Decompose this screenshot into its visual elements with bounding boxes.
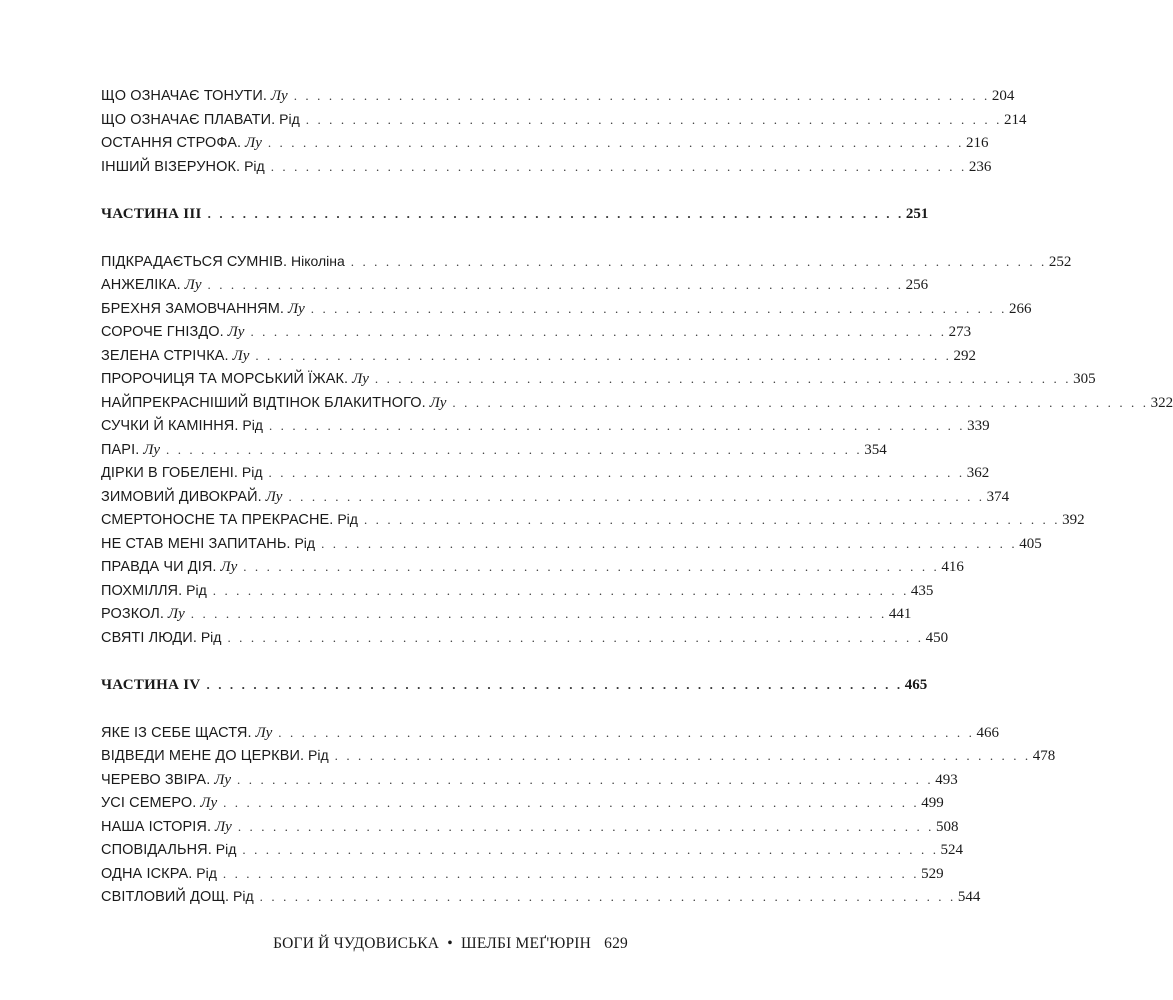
page-number: 362 [966, 465, 990, 481]
toc-entry-title [101, 815, 232, 840]
toc-entry-title [101, 768, 231, 793]
toc-entry [101, 320, 972, 344]
dot-leader: . . . . . . . . . . . . . . . . . . . . . . . . . . . . . . . . . . . . . . . . . . . . . . . . . . . . . . . . . . . . [222, 865, 920, 881]
chapter-title: ІНШИЙ ВІЗЕРУНОК. [101, 158, 241, 175]
chapter-title: СОРОЧЕ ГНІЗДО. [101, 324, 224, 340]
toc-entry-title [101, 626, 221, 651]
chapter-title: АНЖЕЛІКА. [101, 277, 181, 293]
chapter-title: ЗЕЛЕНА СТРІЧКА. [101, 347, 229, 364]
dot-leader: . . . . . . . . . . . . . . . . . . . . . . . . . . . . . . . . . . . . . . . . . . . . . . . . . . . . . . . . . . . . [374, 371, 1072, 386]
page-number: 354 [864, 441, 887, 458]
chapter-title: УСІ СЕМЕРО. [101, 795, 197, 811]
narrator-name: Лу [215, 818, 232, 835]
toc-entry [101, 626, 949, 650]
page-number: 305 [1073, 371, 1096, 387]
section-gap [101, 226, 609, 250]
toc-entry-title [101, 155, 265, 180]
chapter-title: ПОХМІЛЛЯ. [101, 582, 183, 599]
dot-leader: . . . . . . . . . . . . . . . . . . . . . . . . . . . . . . . . . . . . . . . . . . . . . . . . . . . . . . . . . . . . [207, 206, 904, 221]
toc-entry [101, 555, 964, 579]
toc-entry [101, 508, 1085, 532]
dot-leader: . . . . . . . . . . . . . . . . . . . . . . . . . . . . . . . . . . . . . . . . . . . . . . . . . . . . . . . . . . . . [255, 347, 952, 363]
dot-leader: . . . . . . . . . . . . . . . . . . . . . . . . . . . . . . . . . . . . . . . . . . . . . . . . . . . . . . . . . . . . [207, 277, 904, 292]
toc-entry-title [101, 579, 207, 604]
dot-leader: . . . . . . . . . . . . . . . . . . . . . . . . . . . . . . . . . . . . . . . . . . . . . . . . . . . . . . . . . . . . [250, 324, 947, 339]
page-number: 435 [910, 582, 934, 599]
chapter-title: ЧАСТИНА III [101, 206, 202, 222]
chapter-title: СВЯТІ ЛЮДИ. [101, 629, 197, 646]
chapter-title: ДІРКИ В ГОБЕЛЕНІ. [101, 465, 239, 481]
dot-leader: . . . . . . . . . . . . . . . . . . . . . . . . . . . . . . . . . . . . . . . . . . . . . . . . . . . . . . . . . . . . [212, 582, 909, 598]
narrator-name: Лу [220, 559, 238, 575]
toc-entry-title [101, 862, 217, 887]
toc-entry-title [101, 414, 263, 439]
narrator-name: Рід [294, 534, 316, 551]
toc-entry [101, 155, 992, 179]
toc-entry-title [101, 461, 263, 486]
toc-entry-title [101, 250, 345, 275]
toc-entry [101, 414, 990, 438]
toc-entry-title [101, 320, 244, 345]
toc-entry-title [101, 367, 369, 392]
page-number: 478 [1032, 748, 1056, 764]
narrator-name: Лу [184, 277, 202, 293]
chapter-title: ВІДВЕДИ МЕНЕ ДО ЦЕРКВИ. [101, 748, 305, 764]
toc-entry [101, 108, 1027, 132]
narrator-name: Лу [200, 795, 218, 811]
page-number: 339 [967, 418, 990, 434]
chapter-title: ЗИМОВИЙ ДИВОКРАЙ. [101, 488, 262, 505]
chapter-title: СВІТЛОВИЙ ДОЩ. [101, 889, 230, 905]
dot-leader: . . . . . . . . . . . . . . . . . . . . . . . . . . . . . . . . . . . . . . . . . . . . . . . . . . . . . . . . . . . . [243, 559, 940, 574]
narrator-name: Рід [242, 417, 263, 433]
toc-entry [101, 485, 1010, 509]
chapter-title: ПРОРОЧИЦЯ ТА МОРСЬКИЙ ЇЖАК. [101, 371, 349, 387]
dot-leader: . . . . . . . . . . . . . . . . . . . . . . . . . . . . . . . . . . . . . . . . . . . . . . . . . . . . . . . . . . . . [259, 889, 956, 904]
narrator-name: Лу [270, 88, 288, 104]
dot-leader: . . . . . . . . . . . . . . . . . . . . . . . . . . . . . . . . . . . . . . . . . . . . . . . . . . . . . . . . . . . . [237, 771, 934, 787]
page-number: 524 [940, 842, 964, 858]
toc-entry-title [101, 84, 288, 109]
footer-author: ШЕЛБІ МЕҐ'ЮРІН [460, 935, 592, 952]
page-number: 529 [921, 865, 944, 882]
narrator-name: Рід [186, 581, 207, 598]
toc-entry-title [101, 555, 237, 580]
page-number: 251 [905, 206, 929, 222]
dot-leader: . . . . . . . . . . . . . . . . . . . . . . . . . . . . . . . . . . . . . . . . . . . . . . . . . . . . . . . . . . . . [278, 724, 975, 740]
page-number: 292 [953, 347, 977, 364]
chapter-title: ПІДКРАДАЄТЬСЯ СУМНІВ. [101, 253, 288, 270]
toc-entry [101, 461, 990, 485]
toc-entry-title [101, 744, 329, 769]
toc-entry [101, 791, 944, 815]
chapter-title: ЧЕРЕВО ЗВІРА. [101, 771, 211, 788]
page-number: 216 [966, 135, 989, 151]
page-number: 499 [921, 795, 944, 811]
toc-entry-title [101, 485, 282, 510]
page-number: 266 [1008, 300, 1032, 317]
page-number: 256 [905, 277, 929, 293]
page-number: 214 [1003, 111, 1027, 128]
dot-leader: . . . . . . . . . . . . . . . . . . . . . . . . . . . . . . . . . . . . . . . . . . . . . . . . . . . . . . . . . . . . [334, 748, 1031, 763]
narrator-name: Рід [308, 747, 329, 763]
chapter-title: ОСТАННЯ СТРОФА. [101, 135, 242, 151]
narrator-name: Рід [215, 841, 237, 857]
toc-entry-title [101, 838, 236, 863]
page-number: 466 [976, 724, 999, 741]
chapter-title: ЯКЕ ІЗ СЕБЕ ЩАСТЯ. [101, 724, 252, 741]
footer-page-number: 629 [604, 935, 628, 952]
footer-book-title: БОГИ Й ЧУДОВИСЬКА [273, 935, 440, 952]
toc-entry-title [101, 273, 202, 298]
dot-leader: . . . . . . . . . . . . . . . . . . . . . . . . . . . . . . . . . . . . . . . . . . . . . . . . . . . . . . . . . . . . [310, 300, 1007, 316]
dot-leader: . . . . . . . . . . . . . . . . . . . . . . . . . . . . . . . . . . . . . . . . . . . . . . . . . . . . . . . . . . . . [363, 512, 1061, 527]
narrator-name: Лу [265, 488, 283, 505]
chapter-title: СМЕРТОНОСНЕ ТА ПРЕКРАСНЕ. [101, 512, 334, 528]
toc-entry-title [101, 202, 202, 227]
toc-entry [101, 84, 1015, 108]
toc-entry-title [101, 508, 358, 533]
page-number: 508 [936, 818, 959, 835]
page-number: 416 [941, 559, 964, 575]
toc-entry-title [101, 791, 217, 816]
toc-entry [101, 579, 934, 603]
narrator-name: Рід [196, 864, 217, 881]
toc-entry-title [101, 297, 305, 322]
narrator-name: Лу [214, 771, 232, 788]
chapter-title: ЩО ОЗНАЧАЄ ПЛАВАТИ. [101, 111, 276, 128]
narrator-name: Лу [287, 300, 305, 317]
toc-entry-title [101, 885, 254, 910]
toc-entry-title [101, 673, 201, 698]
dot-leader: . . . . . . . . . . . . . . . . . . . . . . . . . . . . . . . . . . . . . . . . . . . . . . . . . . . . . . . . . . . . [268, 418, 966, 433]
toc-entry-title [101, 438, 160, 463]
page-footer [0, 935, 628, 953]
toc-entry-title [101, 532, 315, 557]
dot-leader: . . . . . . . . . . . . . . . . . . . . . . . . . . . . . . . . . . . . . . . . . . . . . . . . . . . . . . . . . . . . [223, 795, 920, 810]
dot-leader: . . . . . . . . . . . . . . . . . . . . . . . . . . . . . . . . . . . . . . . . . . . . . . . . . . . . . . . . . . . . [206, 677, 903, 692]
page-number: 322 [1150, 394, 1173, 411]
toc-entry [101, 273, 929, 297]
toc-entry [101, 438, 887, 462]
dot-leader: . . . . . . . . . . . . . . . . . . . . . . . . . . . . . . . . . . . . . . . . . . . . . . . . . . . . . . . . . . . . [350, 253, 1047, 269]
toc-entry [101, 367, 1096, 391]
dot-leader: . . . . . . . . . . . . . . . . . . . . . . . . . . . . . . . . . . . . . . . . . . . . . . . . . . . . . . . . . . . . [190, 606, 887, 621]
page-number: 236 [968, 158, 992, 175]
toc-entry [101, 885, 981, 909]
narrator-name: Лу [143, 441, 161, 458]
narrator-name: Лу [245, 135, 262, 151]
dot-leader: . . . . . . . . . . . . . . . . . . . . . . . . . . . . . . . . . . . . . . . . . . . . . . . . . . . . . . . . . . . . [166, 441, 863, 457]
table-of-contents [101, 84, 1173, 909]
toc-entry [101, 768, 958, 792]
dot-leader: . . . . . . . . . . . . . . . . . . . . . . . . . . . . . . . . . . . . . . . . . . . . . . . . . . . . . . . . . . . . [242, 842, 939, 857]
page-number: 405 [1019, 535, 1042, 552]
toc-entry [101, 862, 944, 886]
page-number: 544 [957, 889, 981, 905]
dot-leader: . . . . . . . . . . . . . . . . . . . . . . . . . . . . . . . . . . . . . . . . . . . . . . . . . . . . . . . . . . . . [268, 465, 965, 480]
narrator-name: Лу [255, 724, 273, 741]
narrator-name: Рід [279, 110, 300, 127]
toc-entry-title [101, 721, 272, 746]
dot-leader: . . . . . . . . . . . . . . . . . . . . . . . . . . . . . . . . . . . . . . . . . . . . . . . . . . . . . . . . . . . . [321, 535, 1018, 551]
chapter-title: ЩО ОЗНАЧАЄ ТОНУТИ. [101, 88, 268, 104]
toc-entry [101, 532, 1042, 556]
toc-entry [101, 721, 999, 745]
chapter-title: ОДНА ІСКРА. [101, 865, 193, 882]
page-number: 493 [935, 771, 958, 788]
narrator-name: Рід [200, 628, 222, 645]
dot-leader: . . . . . . . . . . . . . . . . . . . . . . . . . . . . . . . . . . . . . . . . . . . . . . . . . . . . . . . . . . . . [267, 135, 965, 150]
chapter-title: СПОВІДАЛЬНЯ. [101, 842, 212, 858]
toc-entry-title [101, 108, 300, 133]
toc-entry [101, 744, 1056, 768]
page-number: 441 [888, 606, 912, 622]
section-gap [101, 697, 609, 721]
page-number: 204 [991, 88, 1015, 104]
toc-part-heading [101, 202, 929, 226]
page-number: 374 [986, 488, 1010, 505]
chapter-title: БРЕХНЯ ЗАМОВЧАННЯМ. [101, 300, 285, 317]
narrator-name: Лу [167, 606, 185, 622]
dot-leader: . . . . . . . . . . . . . . . . . . . . . . . . . . . . . . . . . . . . . . . . . . . . . . . . . . . . . . . . . . . . [452, 394, 1149, 410]
page-number: 252 [1048, 253, 1072, 270]
footer-separator: • [447, 935, 453, 952]
dot-leader: . . . . . . . . . . . . . . . . . . . . . . . . . . . . . . . . . . . . . . . . . . . . . . . . . . . . . . . . . . . . [305, 111, 1002, 127]
page-number: 273 [948, 324, 972, 340]
toc-entry [101, 250, 1072, 274]
dot-leader: . . . . . . . . . . . . . . . . . . . . . . . . . . . . . . . . . . . . . . . . . . . . . . . . . . . . . . . . . . . . [288, 488, 985, 504]
chapter-title: ПРАВДА ЧИ ДІЯ. [101, 559, 217, 575]
chapter-title: НЕ СТАВ МЕНІ ЗАПИТАНЬ. [101, 535, 291, 552]
narrator-name: Ніколіна [290, 252, 345, 269]
toc-entry [101, 838, 964, 862]
narrator-name: Лу [429, 394, 447, 411]
toc-entry [101, 815, 959, 839]
toc-entry [101, 131, 989, 155]
narrator-name: Рід [244, 157, 265, 174]
page-number: 392 [1062, 512, 1085, 528]
toc-entry [101, 391, 1173, 415]
chapter-title: НАША ІСТОРІЯ. [101, 818, 212, 835]
toc-entry [101, 344, 977, 368]
page-number: 450 [925, 629, 949, 646]
section-gap [101, 178, 609, 202]
chapter-title: НАЙПРЕКРАСНІШИЙ ВІДТІНОК БЛАКИТНОГО. [101, 394, 426, 411]
chapter-title: ЧАСТИНА IV [101, 677, 201, 693]
dot-leader: . . . . . . . . . . . . . . . . . . . . . . . . . . . . . . . . . . . . . . . . . . . . . . . . . . . . . . . . . . . . [270, 158, 967, 174]
dot-leader: . . . . . . . . . . . . . . . . . . . . . . . . . . . . . . . . . . . . . . . . . . . . . . . . . . . . . . . . . . . . [227, 629, 924, 645]
narrator-name: Лу [227, 324, 245, 340]
dot-leader: . . . . . . . . . . . . . . . . . . . . . . . . . . . . . . . . . . . . . . . . . . . . . . . . . . . . . . . . . . . . [237, 818, 934, 834]
narrator-name: Рід [233, 888, 254, 904]
narrator-name: Лу [232, 347, 250, 364]
toc-entry [101, 602, 912, 626]
page-number: 465 [904, 677, 928, 693]
toc-entry [101, 297, 1032, 321]
toc-part-heading [101, 673, 928, 697]
chapter-title: СУЧКИ Й КАМІННЯ. [101, 418, 239, 434]
chapter-title: РОЗКОЛ. [101, 606, 165, 622]
section-gap [101, 649, 609, 673]
toc-entry-title [101, 391, 446, 416]
dot-leader: . . . . . . . . . . . . . . . . . . . . . . . . . . . . . . . . . . . . . . . . . . . . . . . . . . . . . . . . . . . . [293, 88, 990, 103]
chapter-title: ПАРІ. [101, 441, 140, 458]
narrator-name: Лу [352, 371, 369, 387]
toc-entry-title [101, 602, 185, 627]
narrator-name: Рід [241, 464, 263, 480]
toc-entry-title [101, 344, 249, 369]
narrator-name: Рід [337, 511, 358, 527]
toc-entry-title [101, 131, 262, 156]
